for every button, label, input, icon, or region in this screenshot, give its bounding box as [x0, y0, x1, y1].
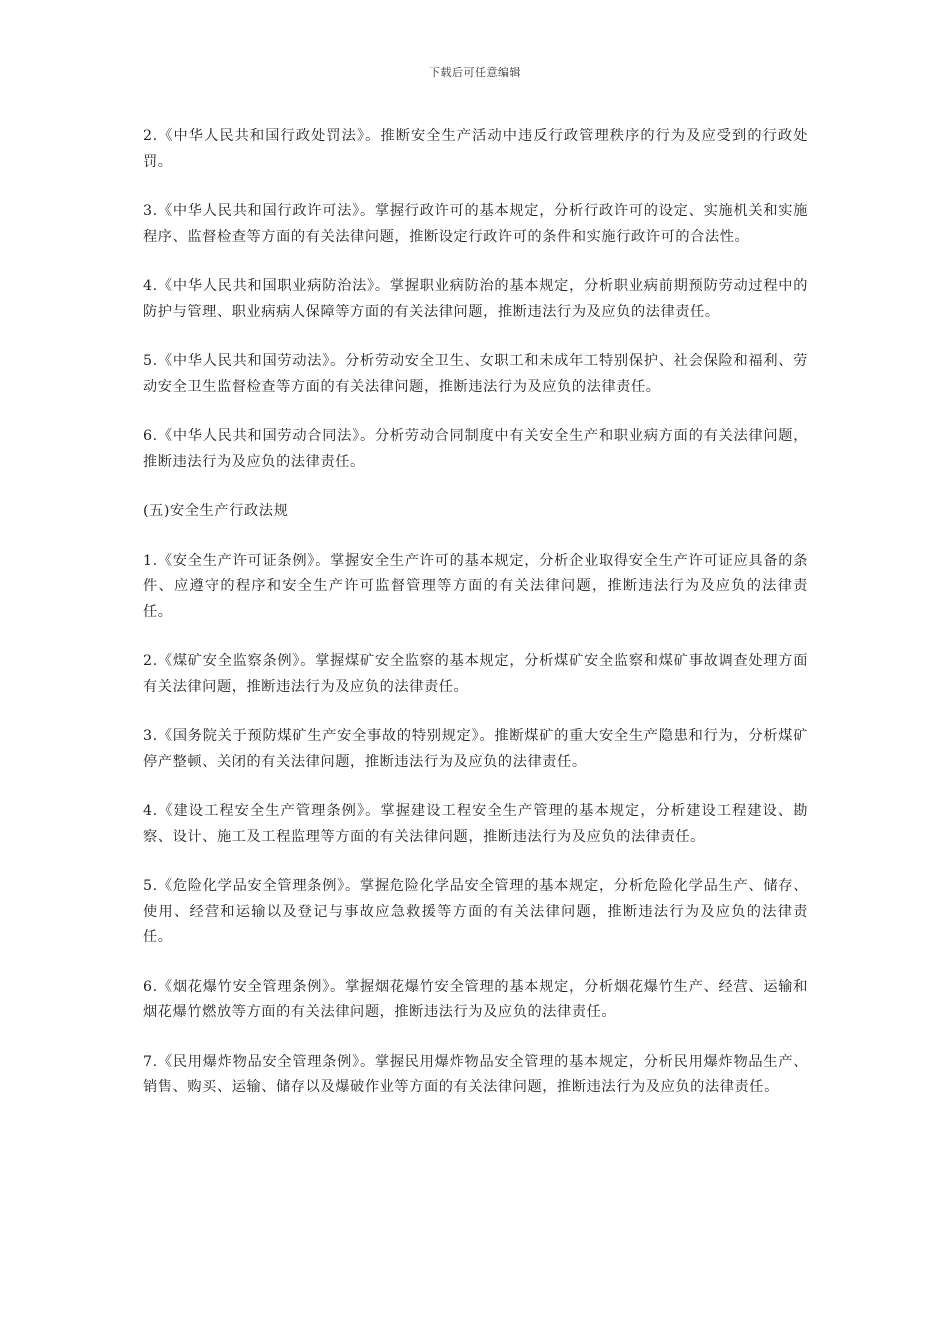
paragraph-civil-explosives: 7.《民用爆炸物品安全管理条例》。掌握民用爆炸物品安全管理的基本规定，分析民用爆炸物品生产、销售、购买、运输、储存以及爆破作业等方面的有关法律问题，推断违法行为及应负的法律责任。: [143, 1053, 808, 1095]
paragraph-admin-license-law: 3.《中华人民共和国行政许可法》。掌握行政许可的基本规定，分析行政许可的设定、实施机关和实施程序、监督检查等方面的有关法律问题，推断设定行政许可的条件和实施行政许可的合法性。: [143, 203, 808, 245]
paragraph-construction-safety: 4.《建设工程安全生产管理条例》。掌握建设工程安全生产管理的基本规定，分析建设工程建设、勘察、设计、施工及工程监理等方面的有关法律问题，推断违法行为及应负的法律责任。: [143, 803, 808, 845]
paragraph-fireworks-safety: 6.《烟花爆竹安全管理条例》。掌握烟花爆竹安全管理的基本规定，分析烟花爆竹生产、经营、运输和烟花爆竹燃放等方面的有关法律问题，推断违法行为及应负的法律责任。: [143, 978, 808, 1020]
paragraph-coal-mine-special-provisions: 3.《国务院关于预防煤矿生产安全事故的特别规定》。推断煤矿的重大安全生产隐患和行为，分析煤矿停产整顿、关闭的有关法律问题，推断违法行为及应负的法律责任。: [143, 728, 808, 770]
paragraph-labor-law: 5.《中华人民共和国劳动法》。分析劳动安全卫生、女职工和未成年工特别保护、社会保险和福利、劳动安全卫生监督检查等方面的有关法律问题，推断违法行为及应负的法律责任。: [143, 353, 808, 395]
document-body: [143, 124, 808, 1125]
paragraph-safety-license-regulation: 1.《安全生产许可证条例》。掌握安全生产许可的基本规定，分析企业取得安全生产许可证应具备的条件、应遵守的程序和安全生产许可监督管理等方面的有关法律问题，推断违法行为及应负的法律责任。: [143, 552, 808, 620]
paragraph-coal-mine-supervision: 2.《煤矿安全监察条例》。掌握煤矿安全监察的基本规定，分析煤矿安全监察和煤矿事故调查处理方面有关法律问题，推断违法行为及应负的法律责任。: [143, 653, 808, 695]
paragraph-occupational-disease-law: 4.《中华人民共和国职业病防治法》。掌握职业病防治的基本规定，分析职业病前期预防劳动过程中的防护与管理、职业病病人保障等方面的有关法律问题，推断违法行为及应负的法律责任。: [143, 278, 808, 320]
paragraph-hazardous-chemicals: 5.《危险化学品安全管理条例》。掌握危险化学品安全管理的基本规定，分析危险化学品生产、储存、使用、经营和运输以及登记与事故应急救援等方面的有关法律问题，推断违法行为及应负的法律责任。: [143, 878, 808, 945]
paragraph-labor-contract-law: 6.《中华人民共和国劳动合同法》。分析劳动合同制度中有关安全生产和职业病方面的有关法律问题，推断违法行为及应负的法律责任。: [143, 428, 808, 470]
section-heading-safety-regulations: (五)安全生产行政法规: [143, 503, 289, 519]
paragraph-admin-penalty-law: 2.《中华人民共和国行政处罚法》。推断安全生产活动中违反行政管理秩序的行为及应受到的行政处罚。: [143, 128, 808, 170]
page-header: 下载后可任意编辑: [429, 66, 521, 79]
